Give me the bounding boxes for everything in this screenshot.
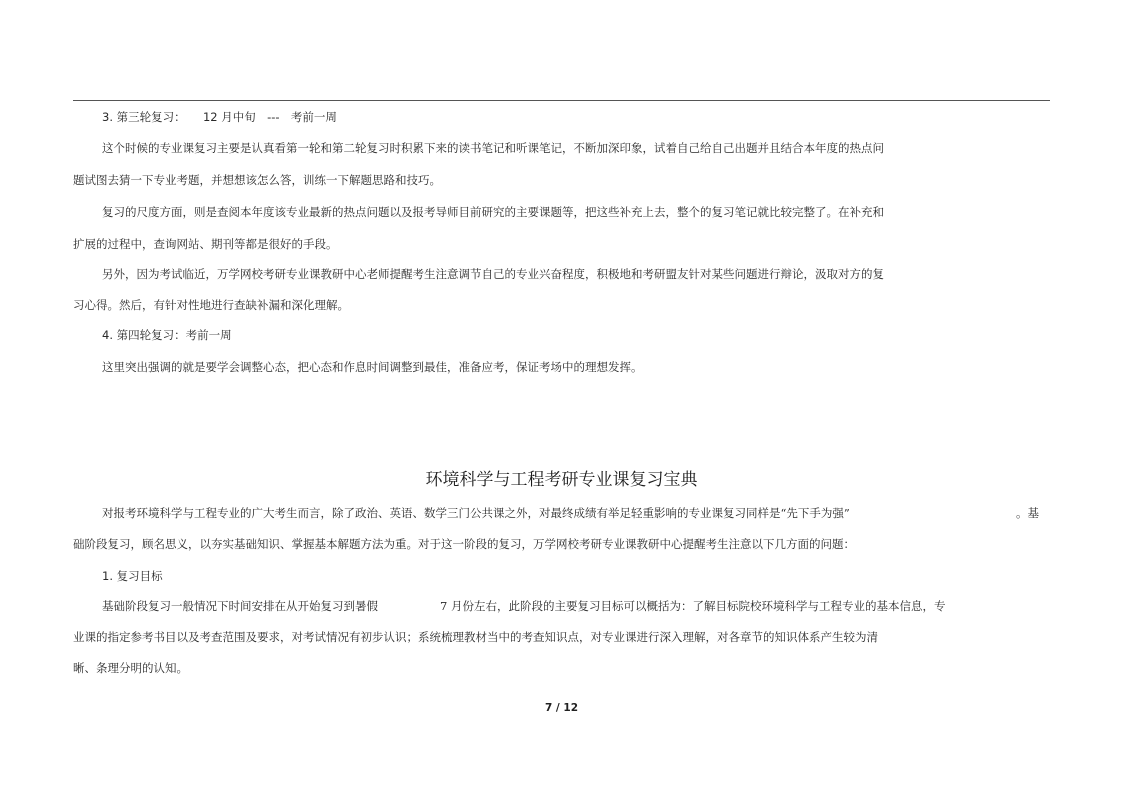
paragraph-line: 对报考环境科学与工程专业的广大考生而言，除了政治、英语、数学三门公共课之外，对最终成绩有举足轻重影响的专业课复习同样是“先下手为强” [102, 506, 850, 520]
heading-label: 第四轮复习：考前一周 [116, 328, 232, 342]
heading-number: 4. [102, 328, 113, 342]
header-rule [73, 100, 1050, 101]
paragraph-line: 基础阶段复习一般情况下时间安排在从开始复习到暑假 [102, 599, 378, 613]
section-heading-4 [102, 327, 232, 343]
heading-label: 第三轮复习： [116, 110, 186, 124]
page-number: 7 / 12 [544, 702, 579, 714]
paragraph-line-end: 。基 [1016, 506, 1039, 520]
heading-number: 3. [102, 110, 113, 124]
paragraph-line: 业课的指定参考书目以及考查范围及要求，对考试情况有初步认识；系统梳理教材当中的考查知识点，对专业课进行深入理解，对各章节的知识体系产生较为清 [73, 630, 878, 644]
paragraph-line: 础阶段复习，顾名思义，以夯实基础知识、掌握基本解题方法为重。对于这一阶段的复习，万学网校考研专业课教研中心提醒考生注意以下几方面的问题： [73, 537, 855, 551]
paragraph-line: 7 月份左右，此阶段的主要复习目标可以概括为：了解目标院校环境科学与工程专业的基本信息，专 [440, 599, 946, 613]
paragraph-line: 习心得。然后，有针对性地进行查缺补漏和深化理解。 [73, 298, 349, 312]
section-heading-3 [102, 109, 337, 125]
paragraph-line: 这个时候的专业课复习主要是认真看第一轮和第二轮复习时积累下来的读书笔记和听课笔记，不断加深印象，试着自己给自己出题并且结合本年度的热点问 [102, 141, 884, 155]
paragraph-line: 晰、条理分明的认知。 [73, 661, 188, 675]
heading-end: 考前一周 [290, 110, 337, 124]
heading-time: 12 月中旬 [202, 110, 256, 124]
paragraph-line: 复习的尺度方面，则是查阅本年度该专业最新的热点问题以及报考导师目前研究的主要课题等，把这些补充上去，整个的复习笔记就比较完整了。在补充和 [102, 205, 884, 219]
paragraph-line: 这里突出强调的就是要学会调整心态，把心态和作息时间调整到最佳，准备应考，保证考场中的理想发挥。 [102, 360, 643, 374]
goal-heading: 1. 复习目标 [102, 569, 163, 583]
paragraph-line: 题试图去猜一下专业考题，并想想该怎么答，训练一下解题思路和技巧。 [73, 173, 441, 187]
heading-dash: --- [267, 110, 280, 124]
article-title: 环境科学与工程考研专业课复习宝典 [425, 470, 698, 490]
paragraph-line: 扩展的过程中，查询网站、期刊等都是很好的手段。 [73, 237, 338, 251]
paragraph-line: 另外，因为考试临近，万学网校考研专业课教研中心老师提醒考生注意调节自己的专业兴奋程度，积极地和考研盟友针对某些问题进行辩论，汲取对方的复 [102, 267, 884, 281]
